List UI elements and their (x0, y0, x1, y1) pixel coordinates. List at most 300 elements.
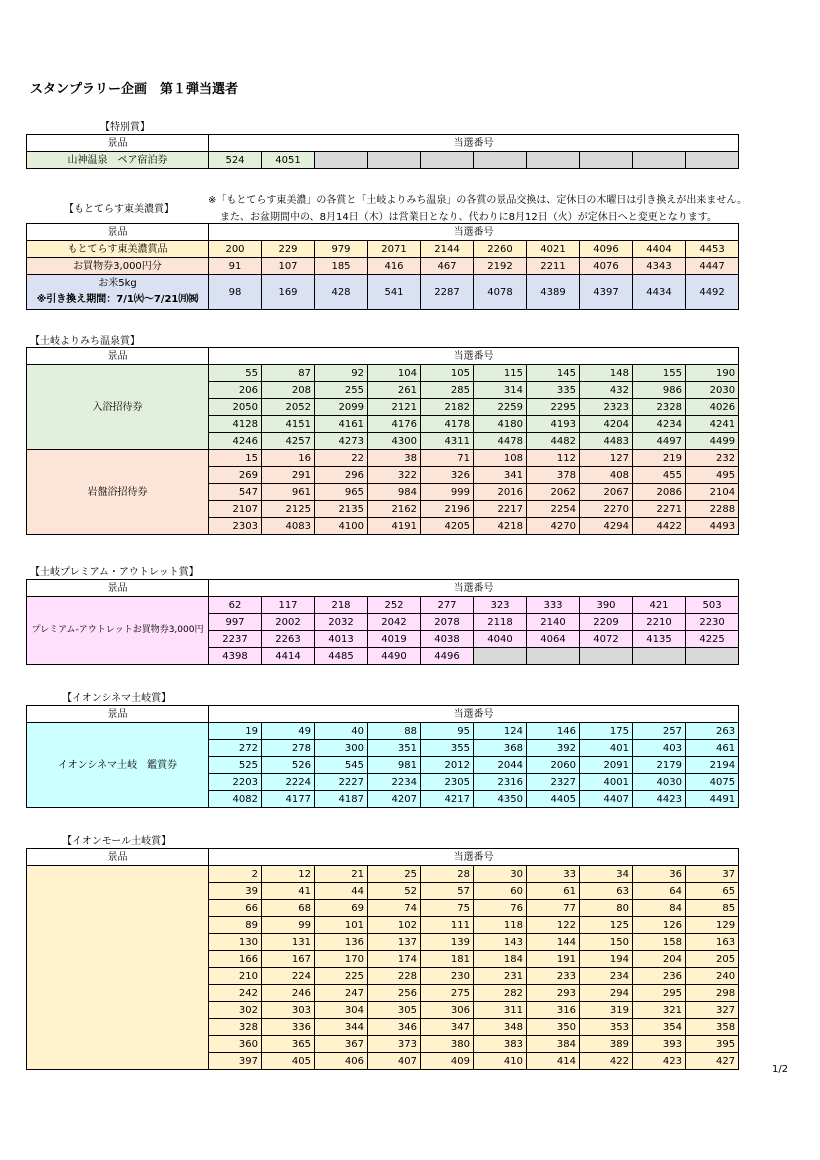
winning-number: 378 (527, 467, 580, 484)
winning-number: 2230 (686, 614, 739, 631)
winning-number: 979 (315, 241, 368, 258)
winning-number: 60 (474, 883, 527, 900)
winning-number: 2303 (209, 518, 262, 535)
winning-number: 4064 (527, 631, 580, 648)
winning-number: 4343 (633, 258, 686, 275)
winning-number: 2210 (633, 614, 686, 631)
winning-number: 2078 (421, 614, 474, 631)
winning-number: 4447 (686, 258, 739, 275)
winning-number: 108 (474, 450, 527, 467)
winning-number: 981 (368, 757, 421, 774)
winning-number: 75 (421, 900, 474, 917)
winning-number: 353 (580, 1019, 633, 1036)
winning-number: 4491 (686, 791, 739, 808)
empty-cell (633, 648, 686, 665)
winning-number: 205 (686, 951, 739, 968)
winning-number: 21 (315, 866, 368, 883)
empty-cell (474, 152, 527, 169)
winning-number: 4013 (315, 631, 368, 648)
winning-number: 4177 (262, 791, 315, 808)
winning-number: 2042 (368, 614, 421, 631)
winning-number: 354 (633, 1019, 686, 1036)
special-table (26, 134, 739, 169)
winning-number: 2162 (368, 501, 421, 518)
winning-number: 365 (262, 1036, 315, 1053)
winning-number: 2030 (686, 382, 739, 399)
winning-number: 184 (474, 951, 527, 968)
winning-number: 350 (527, 1019, 580, 1036)
winning-number: 4193 (527, 416, 580, 433)
winning-number: 541 (368, 275, 421, 310)
winning-number: 4405 (527, 791, 580, 808)
winning-number: 4407 (580, 791, 633, 808)
column-header-numbers: 当選番号 (209, 348, 739, 365)
winning-number: 410 (474, 1053, 527, 1070)
winning-number: 2086 (633, 484, 686, 501)
winning-number: 2259 (474, 399, 527, 416)
header-row (27, 706, 739, 723)
winning-number: 416 (368, 258, 421, 275)
winning-number: 4478 (474, 433, 527, 450)
winning-number: 327 (686, 1002, 739, 1019)
winning-number: 130 (209, 934, 262, 951)
winning-number: 2237 (209, 631, 262, 648)
toki-onsen-heading: 【土岐よりみち温泉賞】 (30, 336, 140, 347)
winning-number: 77 (527, 900, 580, 917)
table-row (27, 241, 739, 258)
winning-number: 236 (633, 968, 686, 985)
winning-number: 124 (474, 723, 527, 740)
winning-number: 246 (262, 985, 315, 1002)
winning-number: 298 (686, 985, 739, 1002)
winning-number: 255 (315, 382, 368, 399)
winning-number: 169 (262, 275, 315, 310)
winning-number: 390 (580, 597, 633, 614)
winning-number: 204 (633, 951, 686, 968)
winning-number: 305 (368, 1002, 421, 1019)
winning-number: 4021 (527, 241, 580, 258)
winning-number: 2224 (262, 774, 315, 791)
winning-number: 206 (209, 382, 262, 399)
winning-number: 2062 (527, 484, 580, 501)
empty-cell (686, 152, 739, 169)
winning-number: 526 (262, 757, 315, 774)
prize-name: イオンシネマ土岐 鑑賞券 (27, 723, 209, 808)
winning-number: 4492 (686, 275, 739, 310)
winning-number: 4176 (368, 416, 421, 433)
winning-number: 4135 (633, 631, 686, 648)
winning-number: 344 (315, 1019, 368, 1036)
winning-number: 15 (209, 450, 262, 467)
winning-number: 467 (421, 258, 474, 275)
winning-number: 231 (474, 968, 527, 985)
winning-number: 146 (527, 723, 580, 740)
winning-number: 4434 (633, 275, 686, 310)
mototerasu-table (26, 223, 739, 310)
table-row (27, 275, 739, 310)
winning-number: 2260 (474, 241, 527, 258)
winning-number: 4151 (262, 416, 315, 433)
winning-number: 62 (209, 597, 262, 614)
winning-number: 66 (209, 900, 262, 917)
winning-number: 57 (421, 883, 474, 900)
winning-number: 384 (527, 1036, 580, 1053)
empty-cell (527, 152, 580, 169)
winning-number: 503 (686, 597, 739, 614)
table-row (27, 450, 739, 467)
premium-table (26, 579, 739, 665)
winning-number: 336 (262, 1019, 315, 1036)
winning-number: 4273 (315, 433, 368, 450)
winning-number: 174 (368, 951, 421, 968)
winning-number: 367 (315, 1036, 368, 1053)
column-header-prize: 景品 (27, 348, 209, 365)
winning-number: 143 (474, 934, 527, 951)
winning-number: 360 (209, 1036, 262, 1053)
column-header-prize: 景品 (27, 706, 209, 723)
winning-number: 228 (368, 968, 421, 985)
winning-number: 4389 (527, 275, 580, 310)
winning-number: 219 (633, 450, 686, 467)
winning-number: 44 (315, 883, 368, 900)
prize-exchange-period: ※引き換え期間：7/1㈫～7/21㈪㈷ (36, 294, 199, 305)
winning-number: 232 (686, 450, 739, 467)
winning-number: 148 (580, 365, 633, 382)
prize-label: お買物券3,000円分 (73, 260, 162, 272)
table-row (27, 365, 739, 382)
winning-number: 401 (580, 740, 633, 757)
winning-number: 2099 (315, 399, 368, 416)
winning-number: 19 (209, 723, 262, 740)
winning-number: 4499 (686, 433, 739, 450)
winning-number: 37 (686, 866, 739, 883)
winning-number: 4294 (580, 518, 633, 535)
winning-number: 383 (474, 1036, 527, 1053)
winning-number: 4453 (686, 241, 739, 258)
winning-number: 22 (315, 450, 368, 467)
winning-number: 2016 (474, 484, 527, 501)
column-header-prize: 景品 (27, 580, 209, 597)
winning-number: 126 (633, 917, 686, 934)
header-row (27, 849, 739, 866)
winning-number: 4161 (315, 416, 368, 433)
winning-number: 4496 (421, 648, 474, 665)
winning-number: 322 (368, 467, 421, 484)
column-header-prize: 景品 (27, 135, 209, 152)
winning-number: 2118 (474, 614, 527, 631)
winning-number: 4038 (421, 631, 474, 648)
special-heading: 【特別賞】 (100, 122, 150, 133)
winning-number: 421 (633, 597, 686, 614)
winning-number: 984 (368, 484, 421, 501)
winning-number: 328 (209, 1019, 262, 1036)
winning-number: 111 (421, 917, 474, 934)
winning-number: 997 (209, 614, 262, 631)
winning-number: 414 (527, 1053, 580, 1070)
winning-number: 2091 (580, 757, 633, 774)
column-header-numbers: 当選番号 (209, 580, 739, 597)
winning-number: 2 (209, 866, 262, 883)
winning-number: 545 (315, 757, 368, 774)
winning-number: 131 (262, 934, 315, 951)
winning-number: 76 (474, 900, 527, 917)
winning-number: 2144 (421, 241, 474, 258)
winning-number: 4026 (686, 399, 739, 416)
prize-name (27, 241, 209, 258)
table-row (27, 152, 739, 169)
page-number: 1/2 (772, 1064, 789, 1075)
winning-number: 547 (209, 484, 262, 501)
winning-number: 39 (209, 883, 262, 900)
aeon-mall-heading: 【イオンモール土岐賞】 (62, 836, 172, 847)
winning-number: 117 (262, 597, 315, 614)
winning-number: 4485 (315, 648, 368, 665)
winning-number: 403 (633, 740, 686, 757)
winning-number: 4075 (686, 774, 739, 791)
winning-number: 2192 (474, 258, 527, 275)
page-title: スタンプラリー企画 第１弾当選者 (30, 82, 239, 97)
winning-number: 2316 (474, 774, 527, 791)
winning-number: 2234 (368, 774, 421, 791)
winning-number: 28 (421, 866, 474, 883)
winning-number: 427 (686, 1053, 739, 1070)
winning-number: 4270 (527, 518, 580, 535)
winning-number: 4404 (633, 241, 686, 258)
prize-label: お米5kg (98, 278, 137, 289)
winning-number: 74 (368, 900, 421, 917)
aeon-cinema-heading: 【イオンシネマ土岐賞】 (62, 693, 172, 704)
winning-number: 2067 (580, 484, 633, 501)
winning-number: 302 (209, 1002, 262, 1019)
winning-number: 263 (686, 723, 739, 740)
winning-number: 98 (209, 275, 262, 310)
winning-number: 303 (262, 1002, 315, 1019)
winning-number: 294 (580, 985, 633, 1002)
winning-number: 2052 (262, 399, 315, 416)
winning-number: 139 (421, 934, 474, 951)
winning-number: 225 (315, 968, 368, 985)
winning-number: 2194 (686, 757, 739, 774)
winning-number: 275 (421, 985, 474, 1002)
prize-name: プレミアム-アウトレットお買物券3,000円 (27, 597, 209, 665)
winning-number: 229 (262, 241, 315, 258)
winning-number: 293 (527, 985, 580, 1002)
winning-number: 12 (262, 866, 315, 883)
winning-number: 282 (474, 985, 527, 1002)
winning-number: 2050 (209, 399, 262, 416)
winning-number: 55 (209, 365, 262, 382)
winning-number: 4128 (209, 416, 262, 433)
winning-number: 69 (315, 900, 368, 917)
winning-number: 115 (474, 365, 527, 382)
winning-number: 351 (368, 740, 421, 757)
winning-number: 4414 (262, 648, 315, 665)
winning-number: 4497 (633, 433, 686, 450)
winning-number: 200 (209, 241, 262, 258)
prize-name: 山神温泉 ペア宿泊券 (27, 152, 209, 169)
winning-number: 389 (580, 1036, 633, 1053)
winning-number: 52 (368, 883, 421, 900)
winning-number: 986 (633, 382, 686, 399)
winning-number: 4096 (580, 241, 633, 258)
winning-number: 68 (262, 900, 315, 917)
winning-number: 144 (527, 934, 580, 951)
winning-number: 278 (262, 740, 315, 757)
empty-cell (633, 152, 686, 169)
winning-number: 163 (686, 934, 739, 951)
winning-number: 4300 (368, 433, 421, 450)
winning-number: 2263 (262, 631, 315, 648)
mototerasu-heading: 【もとてらす東美濃賞】 (64, 204, 174, 215)
winning-number: 525 (209, 757, 262, 774)
winning-number: 4241 (686, 416, 739, 433)
winning-number: 4398 (209, 648, 262, 665)
winning-number: 323 (474, 597, 527, 614)
winning-number: 105 (421, 365, 474, 382)
winning-number: 346 (368, 1019, 421, 1036)
prize-name (27, 275, 209, 310)
winning-number: 2227 (315, 774, 368, 791)
table-row (27, 258, 739, 275)
winning-number: 190 (686, 365, 739, 382)
winning-number: 129 (686, 917, 739, 934)
winning-number: 2104 (686, 484, 739, 501)
winning-number: 4205 (421, 518, 474, 535)
winning-number: 2012 (421, 757, 474, 774)
winning-number: 422 (580, 1053, 633, 1070)
winning-number: 4225 (686, 631, 739, 648)
winning-number: 2327 (527, 774, 580, 791)
winning-number: 277 (421, 597, 474, 614)
winning-number: 495 (686, 467, 739, 484)
winning-number: 240 (686, 968, 739, 985)
mototerasu-note-1: ※「もとてらす東美濃」の各賞と「土岐よりみち温泉」の各賞の景品交換は、定休日の木曜日は引き換えが出来ません。 (208, 195, 747, 206)
winning-number: 347 (421, 1019, 474, 1036)
premium-heading: 【土岐プレミアム・アウトレット賞】 (30, 567, 199, 578)
winning-number: 4204 (580, 416, 633, 433)
winning-number: 2179 (633, 757, 686, 774)
winning-number: 348 (474, 1019, 527, 1036)
winning-number: 2270 (580, 501, 633, 518)
winning-number: 2203 (209, 774, 262, 791)
winning-number: 4082 (209, 791, 262, 808)
winning-number: 2323 (580, 399, 633, 416)
winning-number: 25 (368, 866, 421, 883)
winning-number: 358 (686, 1019, 739, 1036)
winning-number: 208 (262, 382, 315, 399)
column-header-prize: 景品 (27, 224, 209, 241)
winning-number: 423 (633, 1053, 686, 1070)
winning-number: 961 (262, 484, 315, 501)
winning-number: 40 (315, 723, 368, 740)
empty-cell (315, 152, 368, 169)
empty-cell (580, 152, 633, 169)
winning-number: 2071 (368, 241, 421, 258)
column-header-prize: 景品 (27, 849, 209, 866)
aeon-cinema-table (26, 705, 739, 808)
winning-number: 4180 (474, 416, 527, 433)
winning-number: 524 (209, 152, 262, 169)
winning-number: 89 (209, 917, 262, 934)
winning-number: 4482 (527, 433, 580, 450)
empty-cell (686, 648, 739, 665)
winning-number: 4311 (421, 433, 474, 450)
empty-cell (580, 648, 633, 665)
winning-number: 261 (368, 382, 421, 399)
winning-number: 127 (580, 450, 633, 467)
header-row (27, 348, 739, 365)
winning-number: 233 (527, 968, 580, 985)
winning-number: 4051 (262, 152, 315, 169)
winning-number: 145 (527, 365, 580, 382)
winning-number: 170 (315, 951, 368, 968)
winning-number: 64 (633, 883, 686, 900)
winning-number: 34 (580, 866, 633, 883)
winning-number: 49 (262, 723, 315, 740)
winning-number: 4072 (580, 631, 633, 648)
column-header-numbers: 当選番号 (209, 706, 739, 723)
winning-number: 285 (421, 382, 474, 399)
winning-number: 4490 (368, 648, 421, 665)
winning-number: 333 (527, 597, 580, 614)
winning-number: 2032 (315, 614, 368, 631)
winning-number: 2254 (527, 501, 580, 518)
winning-number: 4218 (474, 518, 527, 535)
winning-number: 392 (527, 740, 580, 757)
winning-number: 2271 (633, 501, 686, 518)
winning-number: 4217 (421, 791, 474, 808)
winning-number: 4040 (474, 631, 527, 648)
winning-number: 314 (474, 382, 527, 399)
winning-number: 380 (421, 1036, 474, 1053)
winning-number: 455 (633, 467, 686, 484)
winning-number: 2135 (315, 501, 368, 518)
winning-number: 136 (315, 934, 368, 951)
winning-number: 2182 (421, 399, 474, 416)
table-row (27, 723, 739, 740)
winning-number: 2209 (580, 614, 633, 631)
winning-number: 341 (474, 467, 527, 484)
winning-number: 252 (368, 597, 421, 614)
winning-number: 397 (209, 1053, 262, 1070)
winning-number: 2211 (527, 258, 580, 275)
winning-number: 295 (633, 985, 686, 1002)
winning-number: 2107 (209, 501, 262, 518)
winning-number: 272 (209, 740, 262, 757)
winning-number: 185 (315, 258, 368, 275)
winning-number: 326 (421, 467, 474, 484)
winning-number: 33 (527, 866, 580, 883)
winning-number: 4019 (368, 631, 421, 648)
winning-number: 247 (315, 985, 368, 1002)
prize-name: 入浴招待券 (27, 365, 209, 450)
winning-number: 150 (580, 934, 633, 951)
winning-number: 218 (315, 597, 368, 614)
winning-number: 395 (686, 1036, 739, 1053)
winning-number: 2305 (421, 774, 474, 791)
winning-number: 137 (368, 934, 421, 951)
winning-number: 4030 (633, 774, 686, 791)
winning-number: 256 (368, 985, 421, 1002)
winning-number: 118 (474, 917, 527, 934)
winning-number: 4350 (474, 791, 527, 808)
winning-number: 304 (315, 1002, 368, 1019)
winning-number: 125 (580, 917, 633, 934)
winning-number: 63 (580, 883, 633, 900)
winning-number: 16 (262, 450, 315, 467)
winning-number: 122 (527, 917, 580, 934)
winning-number: 999 (421, 484, 474, 501)
